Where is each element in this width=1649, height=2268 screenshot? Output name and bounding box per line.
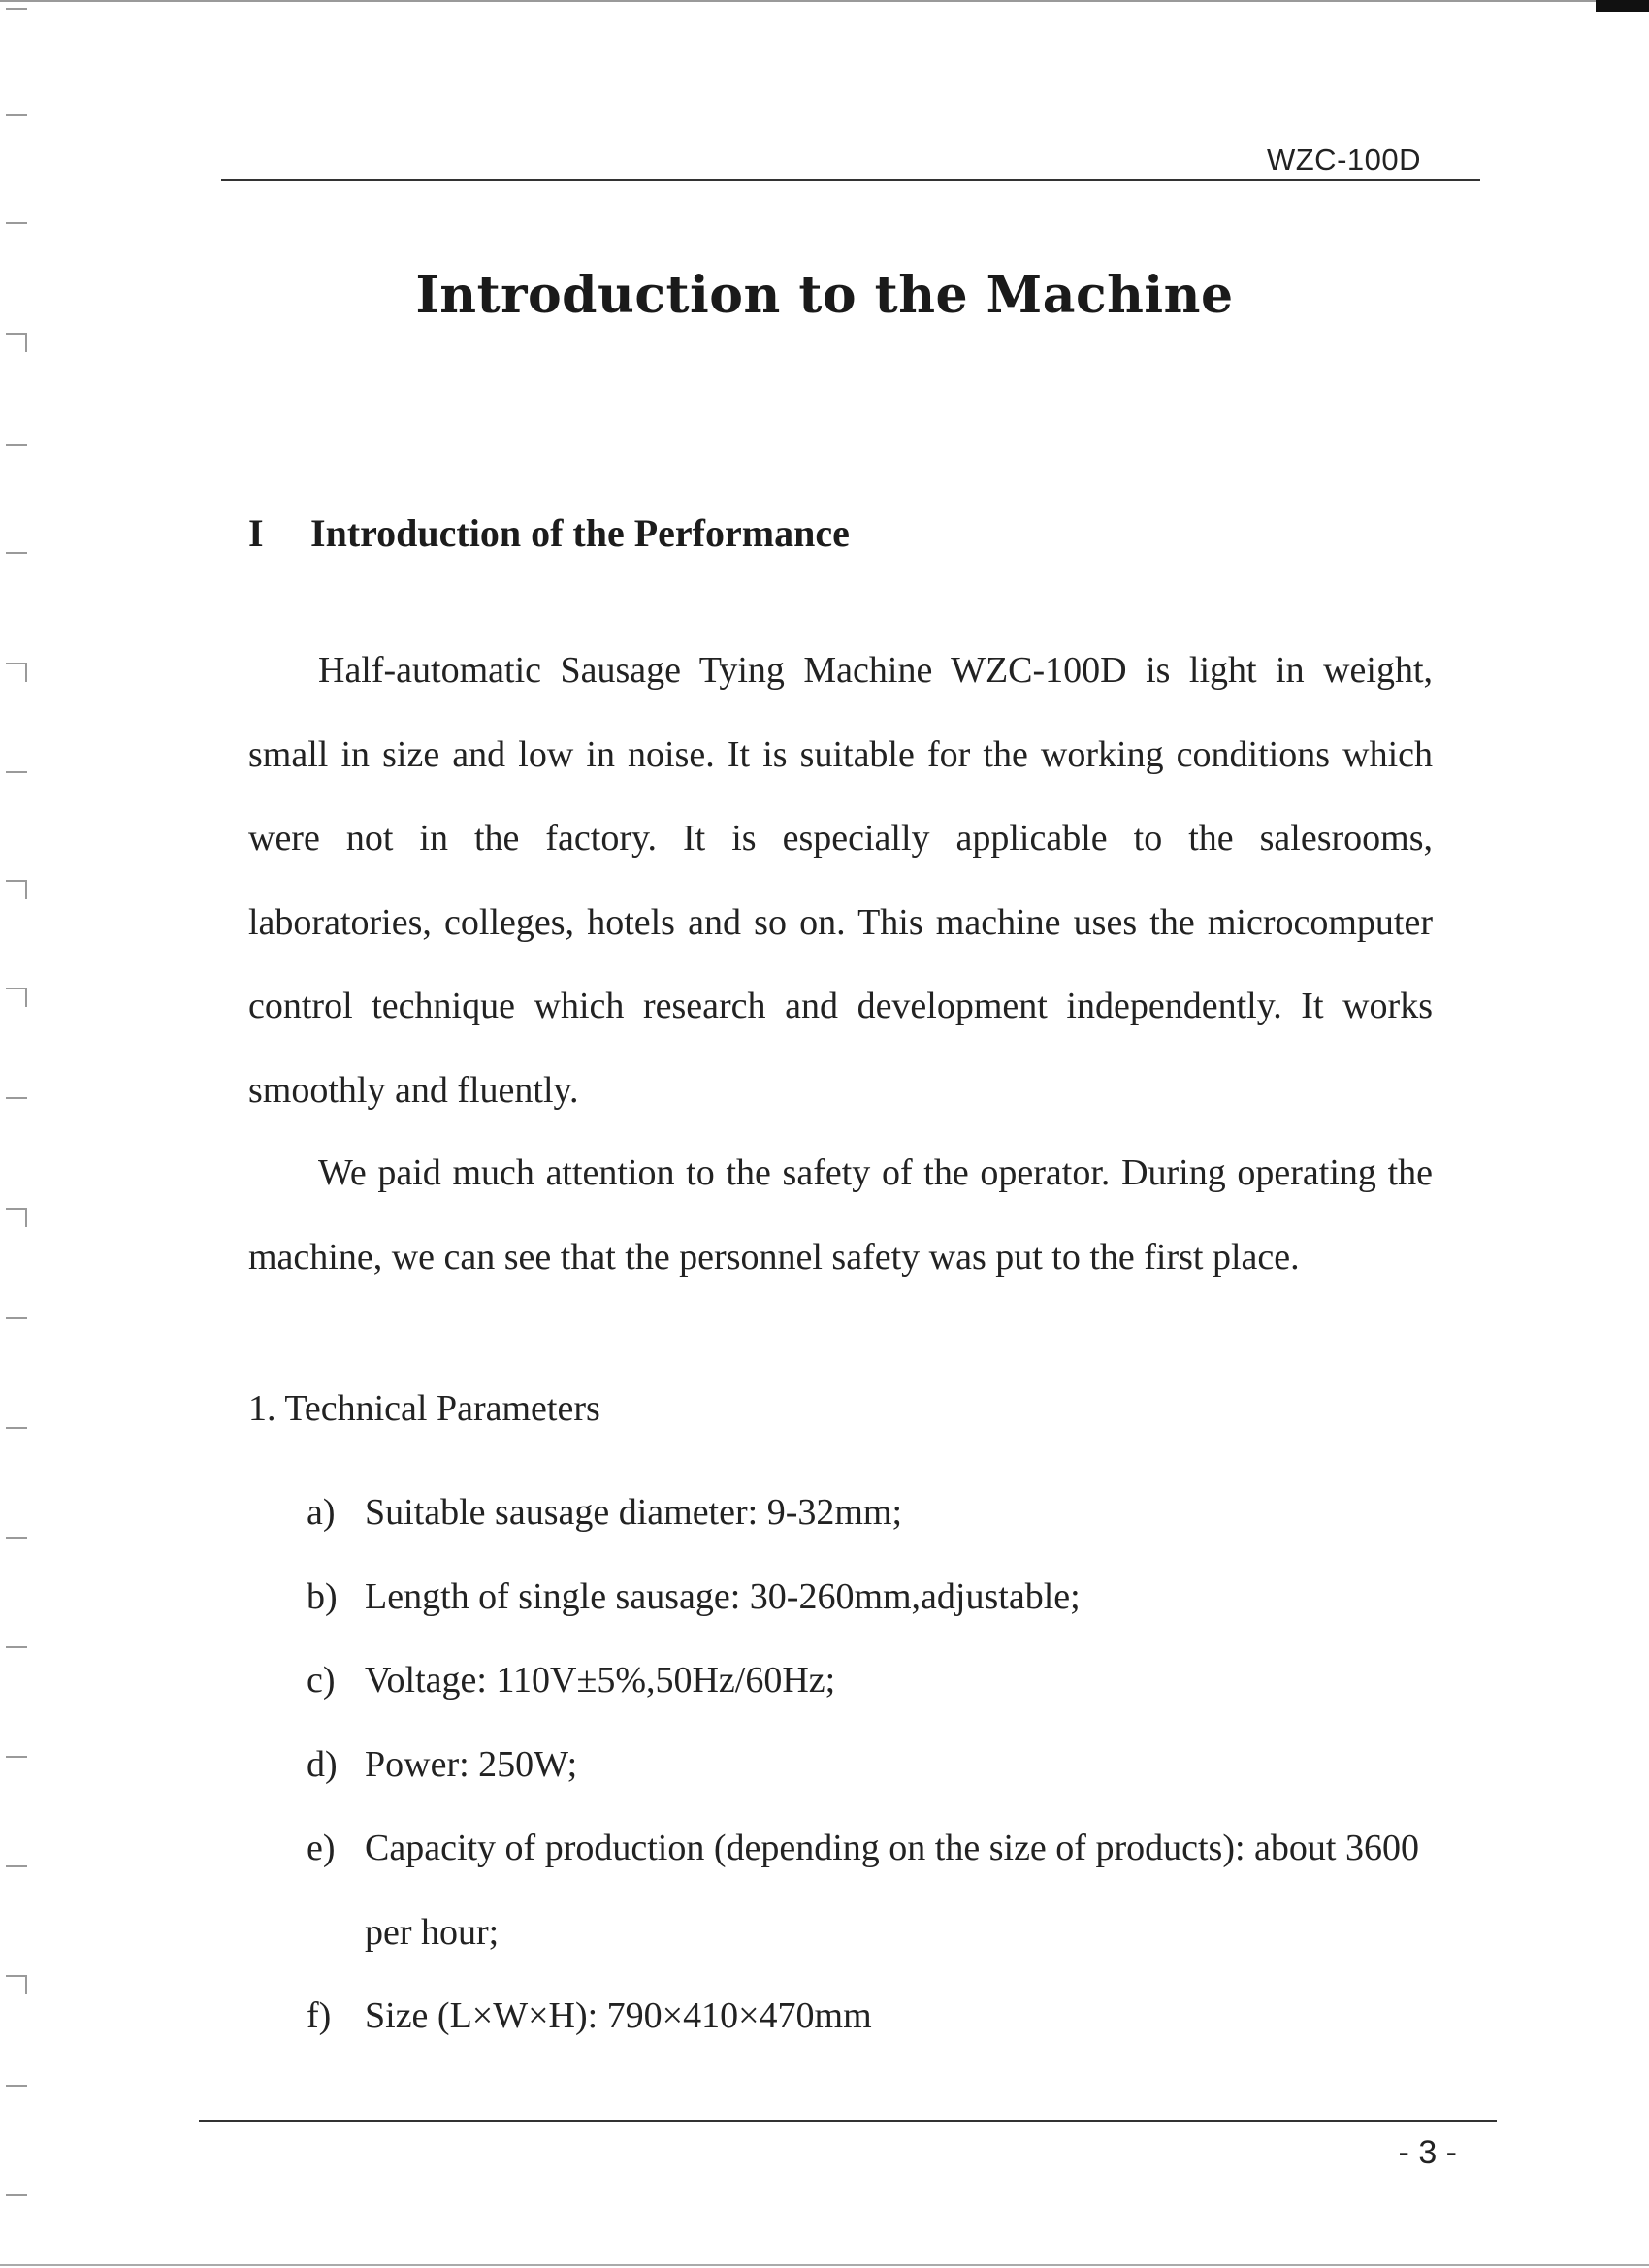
paragraph-text: We paid much attention to the safety of the operator. During operating the machine, we can see that the personnel safety was put to the first place. bbox=[248, 1152, 1433, 1278]
section-heading bbox=[248, 510, 850, 556]
parameter-letter: b) bbox=[307, 1575, 338, 1617]
parameter-item bbox=[307, 1555, 1441, 1639]
technical-parameters-heading: 1. Technical Parameters bbox=[248, 1388, 600, 1429]
edge-mark bbox=[25, 663, 27, 682]
edge-mark bbox=[6, 444, 27, 446]
edge-mark bbox=[6, 1975, 27, 1977]
parameter-text: Suitable sausage diameter: 9-32mm; bbox=[365, 1492, 903, 1533]
edge-mark bbox=[6, 771, 27, 773]
parameter-item bbox=[307, 1638, 1441, 1723]
parameter-text: Capacity of production (depending on the size of products): about 3600 per hour; bbox=[365, 1828, 1419, 1953]
edge-mark bbox=[6, 1537, 27, 1539]
edge-mark bbox=[6, 222, 27, 224]
parameter-letter: d) bbox=[307, 1743, 338, 1785]
page-title: Introduction to the Machine bbox=[415, 266, 1234, 325]
footer-rule bbox=[199, 2120, 1497, 2122]
edge-mark bbox=[6, 1756, 27, 1758]
edge-mark bbox=[6, 1865, 27, 1867]
parameter-letter: f) bbox=[307, 1995, 332, 2036]
scan-left-edge-marks bbox=[6, 0, 35, 2268]
edge-mark bbox=[6, 1427, 27, 1429]
parameter-text: Length of single sausage: 30-260mm,adjustable; bbox=[365, 1575, 1081, 1617]
parameter-letter: e) bbox=[307, 1828, 336, 1868]
edge-mark bbox=[6, 988, 27, 989]
header-rule bbox=[221, 179, 1480, 181]
parameter-letter: a) bbox=[307, 1492, 336, 1533]
parameter-text: Size (L×W×H): 790×410×470mm bbox=[365, 1995, 872, 2036]
scan-top-edge bbox=[0, 0, 1649, 2]
edge-mark bbox=[25, 988, 27, 1007]
edge-mark bbox=[6, 1317, 27, 1319]
parameter-item bbox=[307, 1471, 1441, 1555]
paragraph-performance bbox=[248, 629, 1433, 1132]
parameter-item bbox=[307, 1806, 1441, 1974]
edge-mark bbox=[6, 1646, 27, 1648]
edge-mark bbox=[25, 333, 27, 352]
technical-parameters-list bbox=[307, 1471, 1441, 2058]
edge-mark bbox=[6, 663, 27, 664]
edge-mark bbox=[6, 2085, 27, 2087]
parameter-text: Power: 250W; bbox=[365, 1743, 578, 1785]
header-model-code: WZC-100D bbox=[1266, 143, 1421, 177]
section-number: I bbox=[248, 511, 264, 555]
edge-mark bbox=[6, 880, 27, 882]
edge-mark bbox=[6, 1208, 27, 1210]
edge-mark bbox=[6, 2194, 27, 2196]
scan-bottom-edge bbox=[0, 2264, 1649, 2266]
edge-mark bbox=[6, 114, 27, 116]
paragraph-safety bbox=[248, 1131, 1433, 1299]
scan-corner-mark bbox=[1596, 0, 1649, 12]
edge-mark bbox=[6, 552, 27, 554]
edge-mark bbox=[6, 333, 27, 335]
edge-mark bbox=[25, 1208, 27, 1227]
parameter-letter: c) bbox=[307, 1660, 336, 1701]
parameter-item bbox=[307, 1974, 1441, 2058]
edge-mark bbox=[6, 1097, 27, 1099]
page-number: - 3 - bbox=[1398, 2134, 1457, 2171]
edge-mark bbox=[6, 8, 27, 10]
section-heading-text: Introduction of the Performance bbox=[310, 511, 850, 555]
edge-mark bbox=[25, 880, 27, 899]
edge-mark bbox=[25, 1975, 27, 1994]
parameter-item bbox=[307, 1723, 1441, 1807]
parameter-text: Voltage: 110V±5%,50Hz/60Hz; bbox=[365, 1660, 836, 1701]
paragraph-text: Half-automatic Sausage Tying Machine WZC-100D is light in weight, small in size and low in noise. It is suitable for the working conditions which were not in the factory. It is especially applicable to the salesrooms, laboratories, colleges, hotels and so on. This machine uses the microcomputer control technique which research and development independently. It works smoothly and fluently. bbox=[248, 650, 1433, 1111]
